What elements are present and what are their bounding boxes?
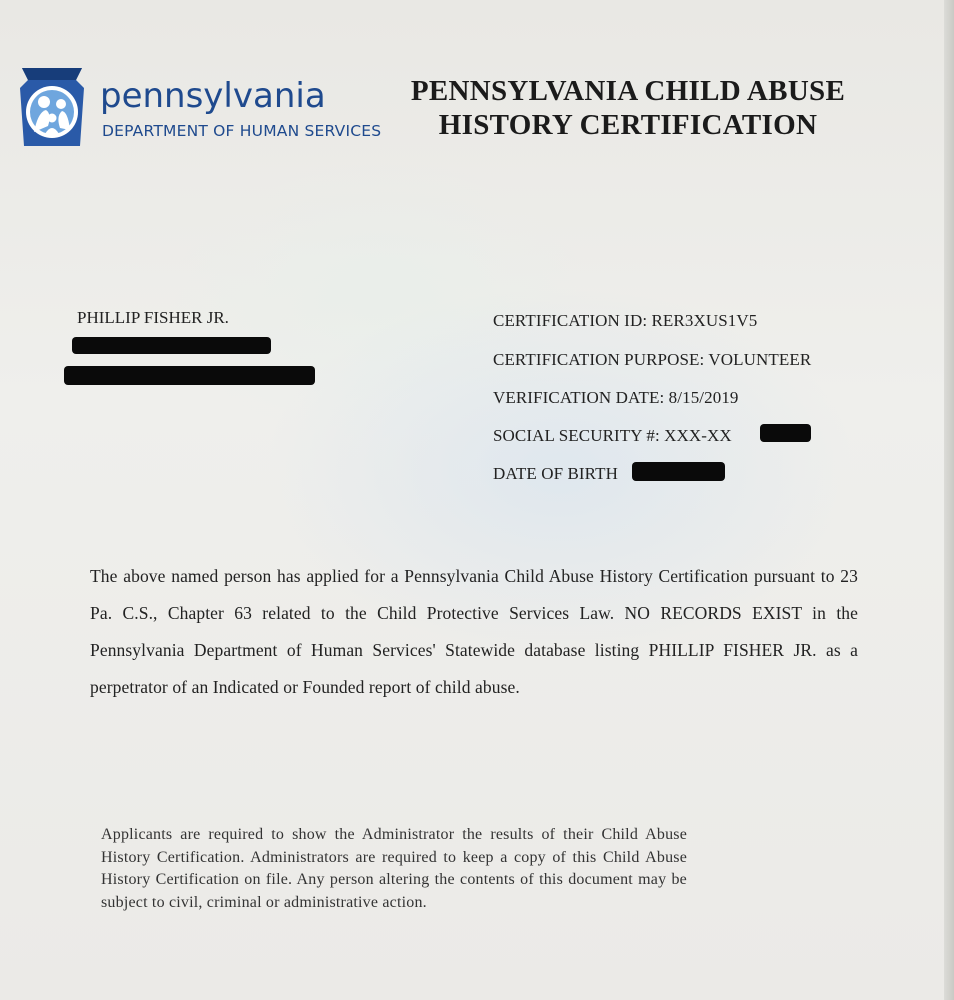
redaction-bar xyxy=(632,462,725,481)
redaction-bar xyxy=(72,337,271,354)
page-edge xyxy=(944,0,954,1000)
administrator-notice: Applicants are required to show the Administrator the results of their Child Abuse History Certification. Administrators are required to keep a copy of this Child Abuse History Certification on file. Any person altering the contents of this document may be subject to civil, criminal or administrative action. xyxy=(101,826,687,911)
redaction-bar xyxy=(760,424,811,442)
document-title xyxy=(400,74,856,142)
title-line-2: HISTORY CERTIFICATION xyxy=(438,109,818,141)
social-security-number: SOCIAL SECURITY #: XXX-XX xyxy=(493,426,732,445)
applicant-name: PHILLIP FISHER JR. xyxy=(77,308,229,327)
title-line-1: PENNSYLVANIA CHILD ABUSE xyxy=(410,75,846,107)
date-of-birth: DATE OF BIRTH xyxy=(493,464,618,483)
brand-department: DEPARTMENT OF HUMAN SERVICES xyxy=(102,122,382,140)
certification-statement: The above named person has applied for a Pennsylvania Child Abuse History Certification pursuant to 23 Pa. C.S., Chapter 63 related to the Child Protective Services Law. NO RECORDS EXIST in the Pennsylvania Department of Human Services' Statewide database listing PHILLIP FISHER JR. as a perpetrator of an Indicated or Founded report of child abuse. xyxy=(90,566,858,697)
redaction-bar xyxy=(64,366,315,385)
verification-date: VERIFICATION DATE: 8/15/2019 xyxy=(493,388,739,407)
keystone-family-icon xyxy=(12,66,92,148)
certification-purpose: CERTIFICATION PURPOSE: VOLUNTEER xyxy=(493,350,812,369)
brand-name: pennsylvania xyxy=(100,76,326,116)
certification-id: CERTIFICATION ID: RER3XUS1V5 xyxy=(493,311,758,330)
